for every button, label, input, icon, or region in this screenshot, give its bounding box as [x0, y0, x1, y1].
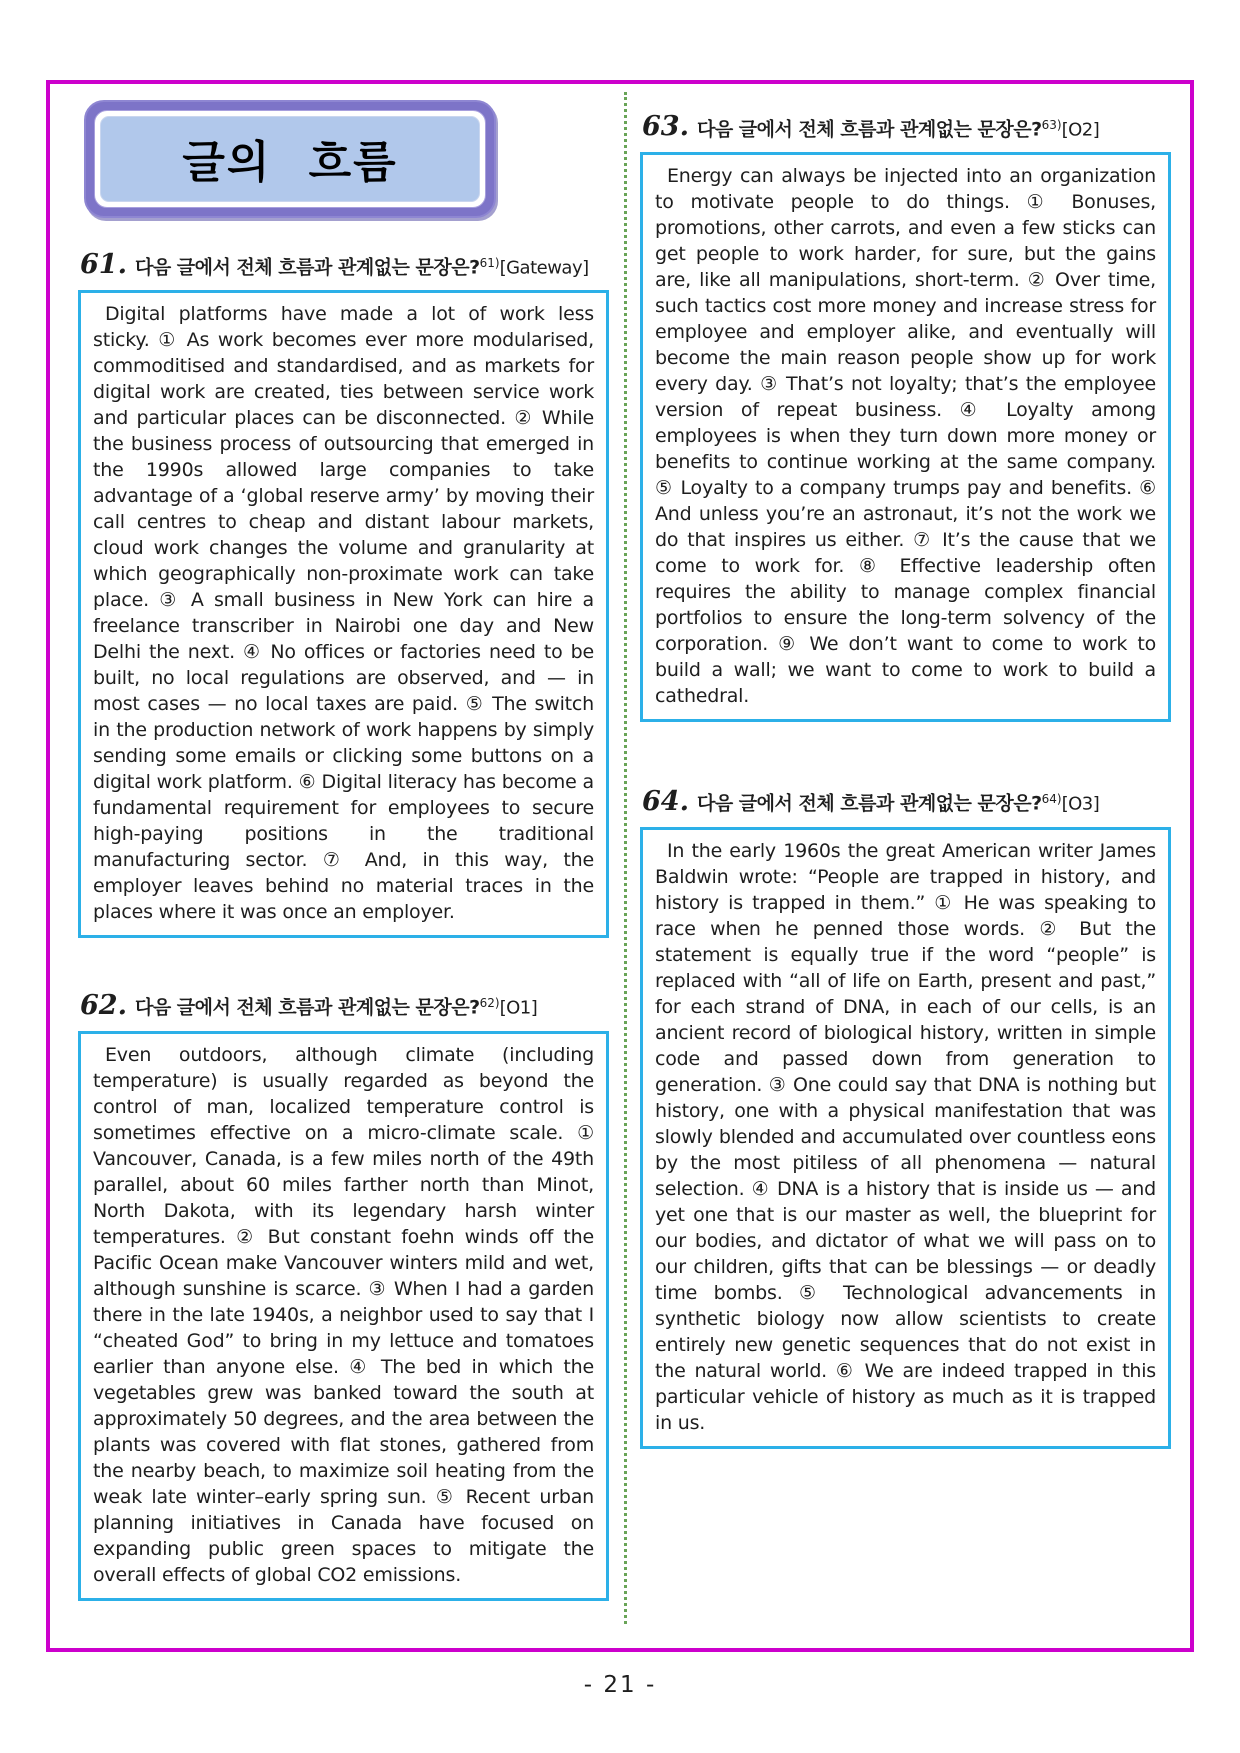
column-divider [624, 92, 627, 1624]
section-banner-ring [94, 110, 486, 208]
question-prompt: 다음 글에서 전체 흐름과 관계없는 문장은? [134, 996, 480, 1019]
question-header [642, 110, 1171, 145]
source-tag: [Gateway] [499, 257, 589, 279]
section-title: 글의 흐름 [100, 116, 480, 202]
question-prompt: 다음 글에서 전체 흐름과 관계없는 문장은? [696, 792, 1042, 815]
question-61 [78, 248, 609, 938]
question-62 [78, 988, 609, 1600]
source-tag: [O2] [1061, 119, 1100, 141]
question-64 [640, 784, 1171, 1448]
question-prompt: 다음 글에서 전체 흐름과 관계없는 문장은? [696, 118, 1042, 141]
page-number: - 21 - [583, 1672, 657, 1698]
question-63 [640, 110, 1171, 722]
question-prompt: 다음 글에서 전체 흐름과 관계없는 문장은? [134, 256, 480, 279]
footnote-marker: 63) [1041, 118, 1062, 132]
right-column [640, 84, 1171, 1449]
question-header [80, 988, 609, 1023]
question-number: 62. [80, 989, 127, 1021]
question-header [642, 784, 1171, 819]
passage-box: Digital platforms have made a lot of work less sticky. ① As work becomes ever more modularised, commoditised and standardised, and as markets for digital work are created, ties between service work and particular places can be disconnected. ② While the business process of outsourcing that emerged in the 1990s allowed large companies to take advantage of a ‘global reserve army’ by moving their call centres to cheap and distant labour markets, cloud work changes the volume and granularity at which geographically non-proximate work can take place. ③ A small business in New York can hire a freelance transcriber in Nairobi one day and New Delhi the next. ④ No offices or factories need to be built, no local regulations are observed, and — in most cases — no local taxes are paid. ⑤ The switch in the production network of work happens by simply sending some emails or clicking some buttons on a digital work platform. ⑥ Digital literacy has become a fundamental requirement for employees to secure high-paying positions in the traditional manufacturing sector. ⑦ And, in this way, the employer leaves behind no material traces in the places where it was once an employer. [78, 290, 609, 938]
passage-box: Even outdoors, although climate (including temperature) is usually regarded as beyond the control of man, localized temperature control is sometimes effective on a micro-climate scale. ① Vancouver, Canada, is a few miles north of the 49th parallel, about 60 miles farther north than Minot, North Dakota, with its legendary harsh winter temperatures. ② But constant foehn winds off the Pacific Ocean make Vancouver winters mild and wet, although sunshine is scarce. ③ When I had a garden there in the late 1940s, a neighbor used to say that I “cheated God” to bring in my lettuce and tomatoes earlier than anyone else. ④ The bed in which the vegetables grew was banked toward the south at approximately 50 degrees, and the area between the plants was covered with flat stones, gathered from the nearby beach, to maximize soil heating from the weak late winter–early spring sun. ⑤ Recent urban planning initiatives in Canada have focused on expanding public green spaces to mitigate the overall effects of global CO2 emissions. [78, 1031, 609, 1601]
section-banner [84, 100, 496, 218]
source-tag: [O3] [1061, 793, 1100, 815]
passage-box: In the early 1960s the great American writer James Baldwin wrote: “People are trapped in history, and history is trapped in them.” ① He was speaking to race when he penned those words. ② But the statement is equally true if the word “people” is replaced with “all of life on Earth, present and past,” for each strand of DNA, in each of our cells, is an ancient record of biological history, written in simple code and passed down from generation to generation. ③ One could say that DNA is nothing but history, one with a physical manifestation that was slowly blended and accumulated over countless eons by the most pitiless of all phenomena — natural selection. ④ DNA is a history that is inside us — and yet one that is our master as well, the blueprint for our bodies, and dictator of what we will pass on to our children, gifts that can be blessings — or deadly time bombs. ⑤ Technological advancements in synthetic biology now allow scientists to create entirely new genetic sequences that do not exist in the natural world. ⑥ We are indeed trapped in this particular vehicle of history as much as it is trapped in us. [640, 827, 1171, 1449]
question-number: 61. [80, 249, 127, 281]
question-header [80, 248, 609, 283]
source-tag: [O1] [499, 997, 538, 1019]
footnote-marker: 64) [1041, 792, 1062, 807]
passage-box: Energy can always be injected into an organization to motivate people to do things. ① Bonuses, promotions, other carrots, and even a few sticks can get people to work harder, for sure, but the gains are, like all manipulations, short-term. ② Over time, such tactics cost more money and increase stress for employee and employer alike, and eventually will become the main reason people show up for work every day. ③ That’s not loyalty; that’s the employee version of repeat business. ④ Loyalty among employees is when they turn down more money or benefits to continue working at the same company. ⑤ Loyalty to a company trumps pay and benefits. ⑥ And unless you’re an astronaut, it’s not the work we do that inspires us either. ⑦ It’s the cause that we come to work for. ⑧ Effective leadership often requires the ability to manage complex financial portfolios to ensure the long-term solvency of the corporation. ⑨ We don’t want to come to work to build a wall; we want to come to work to build a cathedral. [640, 152, 1171, 722]
page-frame [46, 80, 1194, 1652]
left-column [78, 84, 609, 1601]
footnote-marker: 61) [479, 256, 500, 270]
footnote-marker: 62) [479, 996, 500, 1011]
question-number: 63. [642, 111, 689, 143]
question-number: 64. [642, 785, 689, 817]
